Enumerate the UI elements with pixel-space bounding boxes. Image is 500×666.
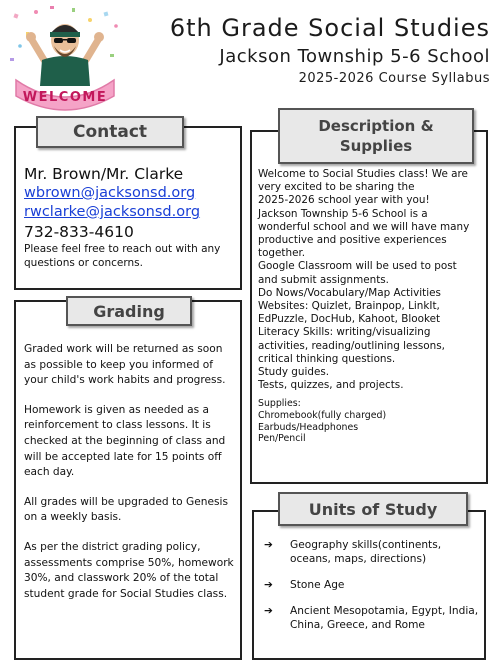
email-link-brown[interactable]: wbrown@jacksonsd.org	[24, 185, 196, 201]
units-list	[264, 538, 480, 644]
contact-panel	[14, 126, 242, 290]
grading-paragraph: Graded work will be returned as soon as possible to keep you informed of your child's work habits and progress.	[24, 343, 226, 387]
bitmoji-welcome-illustration	[6, 4, 124, 112]
description-line: productive and positive experiences	[258, 234, 447, 247]
description-line: Study guides.	[258, 366, 330, 379]
arrow-right-icon: ➔	[264, 539, 273, 551]
description-line: Literacy Skills: writing/visualizing	[258, 326, 431, 339]
supply-item: Chromebook(fully charged)	[258, 410, 387, 422]
syllabus-year: 2025-2026 Course Syllabus	[298, 71, 490, 86]
syllabus-header	[170, 14, 490, 86]
description-line: EdPuzzle, DocHub, Kahoot, Blooket	[258, 313, 441, 326]
units-panel	[252, 510, 486, 660]
grading-paragraph: Homework is given as needed as a reinforcement to class lessons. It is checked at the beginning of class and will be accepted late for 15 points off each day.	[24, 403, 226, 479]
description-line: 2025-2026 school year with you!	[258, 194, 430, 207]
unit-label: Ancient Mesopotamia, Egypt, India, China, Greece, and Rome	[290, 605, 479, 631]
description-line: Tests, quizzes, and projects.	[258, 379, 404, 392]
grading-body	[24, 342, 236, 616]
unit-item	[264, 578, 480, 592]
supplies-list	[258, 398, 482, 444]
welcome-sign-text: WELCOME	[22, 90, 108, 105]
description-line: activities, reading/outlining lessons,	[258, 339, 445, 352]
description-line: critical thinking questions.	[258, 352, 396, 365]
description-line: Welcome to Social Studies class! We are	[258, 168, 468, 180]
description-text	[258, 168, 482, 392]
supply-item: Pen/Pencil	[258, 433, 306, 445]
description-heading: Description & Supplies	[278, 108, 474, 164]
unit-item	[264, 538, 480, 566]
units-heading: Units of Study	[278, 492, 468, 526]
description-body	[258, 168, 482, 445]
contact-heading: Contact	[36, 116, 184, 148]
description-line: wonderful school and we will have many	[258, 220, 470, 233]
grading-paragraph: All grades will be upgraded to Genesis on a weekly basis.	[24, 495, 228, 524]
supplies-label: Supplies:	[258, 398, 301, 410]
supply-item: Earbuds/Headphones	[258, 421, 359, 433]
description-line: Websites: Quizlet, Brainpop, LinkIt,	[258, 300, 440, 313]
arrow-right-icon: ➔	[264, 579, 273, 591]
contact-body	[24, 164, 234, 270]
unit-label: Geography skills(continents, oceans, maps, directions)	[290, 539, 442, 565]
description-line: Jackson Township 5-6 School is a	[258, 207, 428, 220]
description-line: together.	[258, 247, 306, 260]
teacher-names: Mr. Brown/Mr. Clarke	[24, 165, 184, 183]
grading-paragraph: As per the district grading policy, assessments comprise 50%, homework 30%, and classwork 20% of the total student grade for Social Studies class.	[24, 540, 234, 600]
email-link-clarke[interactable]: rwclarke@jacksonsd.org	[24, 204, 201, 220]
description-line: Google Classroom will be used to post	[258, 260, 457, 273]
description-line: Do Nows/Vocabulary/Map Activities	[258, 286, 441, 299]
arrow-right-icon: ➔	[264, 605, 273, 617]
unit-item	[264, 604, 480, 632]
phone-number: 732-833-4610	[24, 223, 134, 241]
school-name: Jackson Township 5-6 School	[219, 46, 490, 67]
grading-panel	[14, 300, 242, 660]
description-line: and submit assignments.	[258, 273, 389, 286]
course-title: 6th Grade Social Studies	[169, 14, 490, 42]
description-panel	[250, 130, 488, 484]
description-line: very excited to be sharing the	[258, 181, 415, 194]
unit-label: Stone Age	[290, 579, 345, 591]
contact-note: Please feel free to reach out with any questions or concerns.	[24, 243, 221, 269]
grading-heading: Grading	[66, 296, 192, 326]
